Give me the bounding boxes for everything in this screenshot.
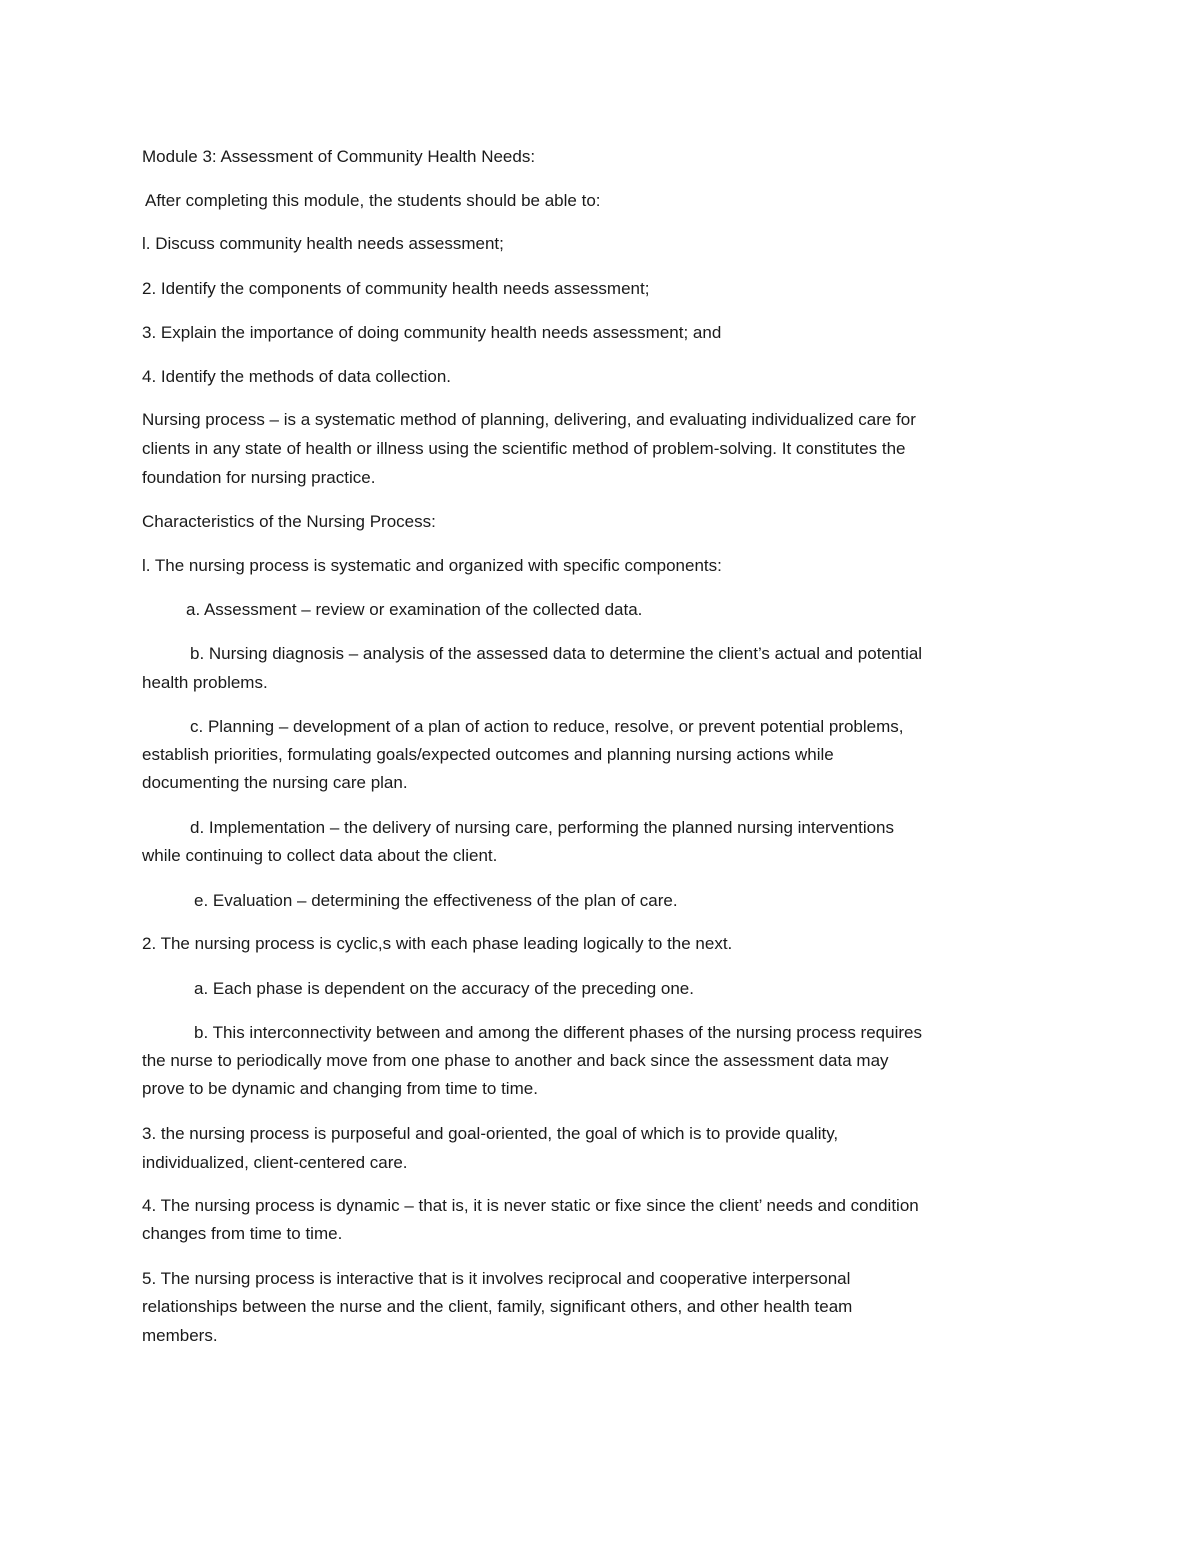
sub-item: b. This interconnectivity between and among the different phases of the nursing process requires: [194, 1023, 922, 1042]
characteristic-continuation: relationships between the nurse and the client, family, significant others, and other health team: [142, 1297, 853, 1316]
sub-item: a. Assessment – review or examination of the collected data.: [186, 600, 643, 619]
sub-item: a. Each phase is dependent on the accuracy of the preceding one.: [194, 979, 694, 998]
objective-item: 3. Explain the importance of doing community health needs assessment; and: [142, 323, 722, 342]
sub-item-continuation: prove to be dynamic and changing from time to time.: [142, 1079, 538, 1098]
sub-item: c. Planning – development of a plan of action to reduce, resolve, or prevent potential problems,: [190, 717, 904, 736]
characteristics-heading: Characteristics of the Nursing Process:: [142, 512, 436, 531]
nursing-process-definition: foundation for nursing practice.: [142, 468, 376, 487]
nursing-process-definition: clients in any state of health or illness using the scientific method of problem-solving. It constitutes the: [142, 439, 906, 458]
sub-item: b. Nursing diagnosis – analysis of the assessed data to determine the client’s actual and potential: [190, 644, 923, 663]
objectives-intro: After completing this module, the students should be able to:: [145, 191, 601, 210]
sub-item-continuation: establish priorities, formulating goals/expected outcomes and planning nursing actions while: [142, 745, 834, 764]
characteristic-item: 4. The nursing process is dynamic – that is, it is never static or fixe since the client’ needs and condition: [142, 1196, 919, 1215]
characteristic-continuation: individualized, client-centered care.: [142, 1153, 408, 1172]
objective-item: l. Discuss community health needs assessment;: [142, 234, 504, 253]
characteristic-item: l. The nursing process is systematic and organized with specific components:: [142, 556, 722, 575]
objective-item: 4. Identify the methods of data collection.: [142, 367, 452, 386]
sub-item-continuation: the nurse to periodically move from one phase to another and back since the assessment data may: [142, 1051, 889, 1070]
characteristic-continuation: members.: [142, 1326, 218, 1345]
objective-item: 2. Identify the components of community health needs assessment;: [142, 279, 650, 298]
sub-item-continuation: documenting the nursing care plan.: [142, 773, 408, 792]
sub-item-continuation: health problems.: [142, 673, 268, 692]
nursing-process-definition: Nursing process – is a systematic method of planning, delivering, and evaluating individualized care for: [142, 410, 916, 429]
sub-item: d. Implementation – the delivery of nursing care, performing the planned nursing interventions: [190, 818, 895, 837]
sub-item-continuation: while continuing to collect data about the client.: [142, 846, 498, 865]
characteristic-item: 3. the nursing process is purposeful and goal-oriented, the goal of which is to provide quality,: [142, 1124, 839, 1143]
characteristic-item: 2. The nursing process is cyclic,s with each phase leading logically to the next.: [142, 934, 733, 953]
characteristic-item: 5. The nursing process is interactive that is it involves reciprocal and cooperative interpersonal: [142, 1269, 851, 1288]
module-title: Module 3: Assessment of Community Health Needs:: [142, 147, 536, 166]
sub-item: e. Evaluation – determining the effectiveness of the plan of care.: [194, 891, 678, 910]
characteristic-continuation: changes from time to time.: [142, 1224, 343, 1243]
